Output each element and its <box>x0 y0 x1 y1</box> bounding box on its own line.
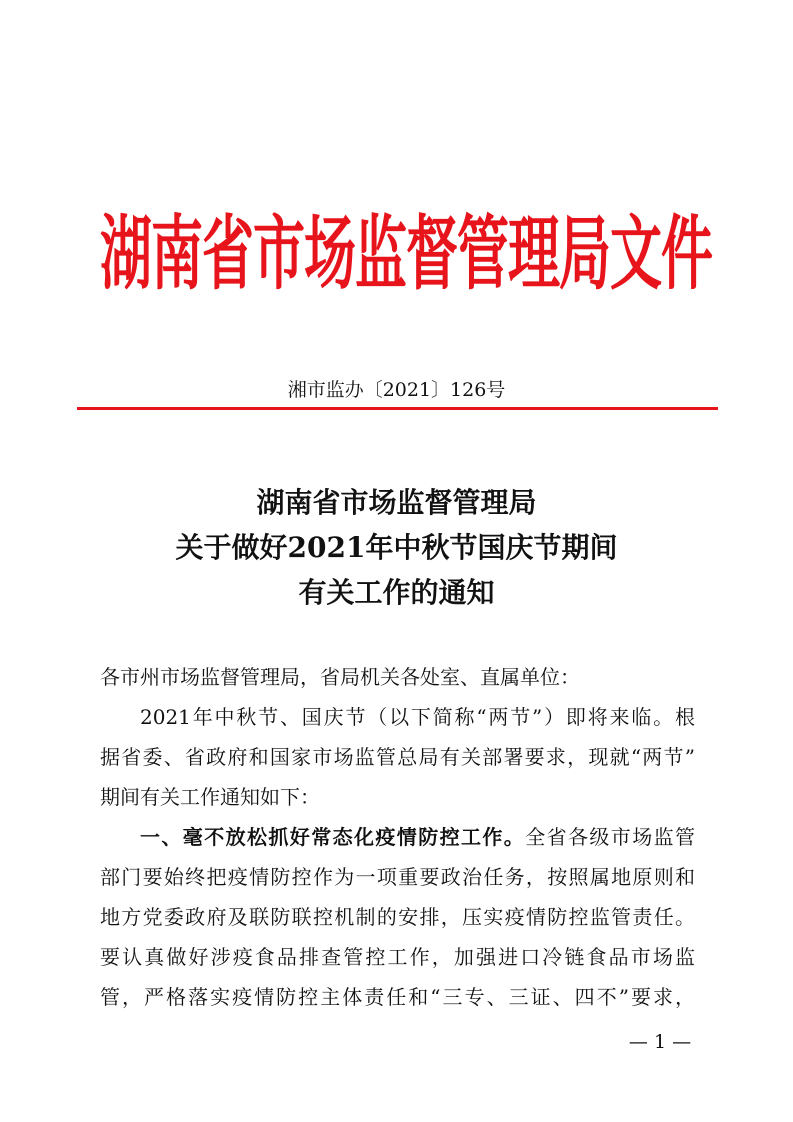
document-number: 湘市监办〔2021〕126号 <box>287 379 506 401</box>
paragraph-1-line-3: 期间有关工作通知如下： <box>100 785 320 809</box>
document-body <box>100 657 695 1017</box>
issuer-title: 湖南省市场监督管理局文件 <box>100 208 713 302</box>
paragraph-2-line-1-rest: 全省各级市场监管 <box>525 825 696 849</box>
title-line-3: 有关工作的通知 <box>298 576 495 609</box>
paragraph-2-line-4: 要认真做好涉疫食品排查管控工作，加强进口冷链食品市场监 <box>100 945 695 969</box>
section-1-heading: 一、毫不放松抓好常态化疫情防控工作。 <box>140 825 526 849</box>
paragraph-2-line-2: 部门要始终把疫情防控作为一项重要政治任务，按照属地原则和 <box>100 865 695 889</box>
paragraph-2-line-3: 地方党委政府及联防联控机制的安排，压实疫情防控监管责任。 <box>100 905 695 929</box>
page-number: — 1 — <box>628 1031 692 1053</box>
paragraph-1-line-1: 2021年中秋节、国庆节（以下简称“两节”）即将来临。根 <box>140 705 695 729</box>
paragraph-1-line-2: 据省委、省政府和国家市场监管总局有关部署要求，现就“两节” <box>100 745 695 769</box>
salutation: 各市州市场监督管理局，省局机关各处室、直属单位： <box>100 665 580 689</box>
paragraph-2-line-5: 管，严格落实疫情防控主体责任和“三专、三证、四不”要求， <box>100 985 695 1009</box>
red-separator-line <box>77 407 718 410</box>
title-line-1: 湖南省市场监督管理局 <box>256 486 537 519</box>
document-title <box>0 480 793 615</box>
paragraph-2-line-1 <box>100 817 695 857</box>
title-line-2: 关于做好2021年中秋节国庆节期间 <box>175 531 618 564</box>
